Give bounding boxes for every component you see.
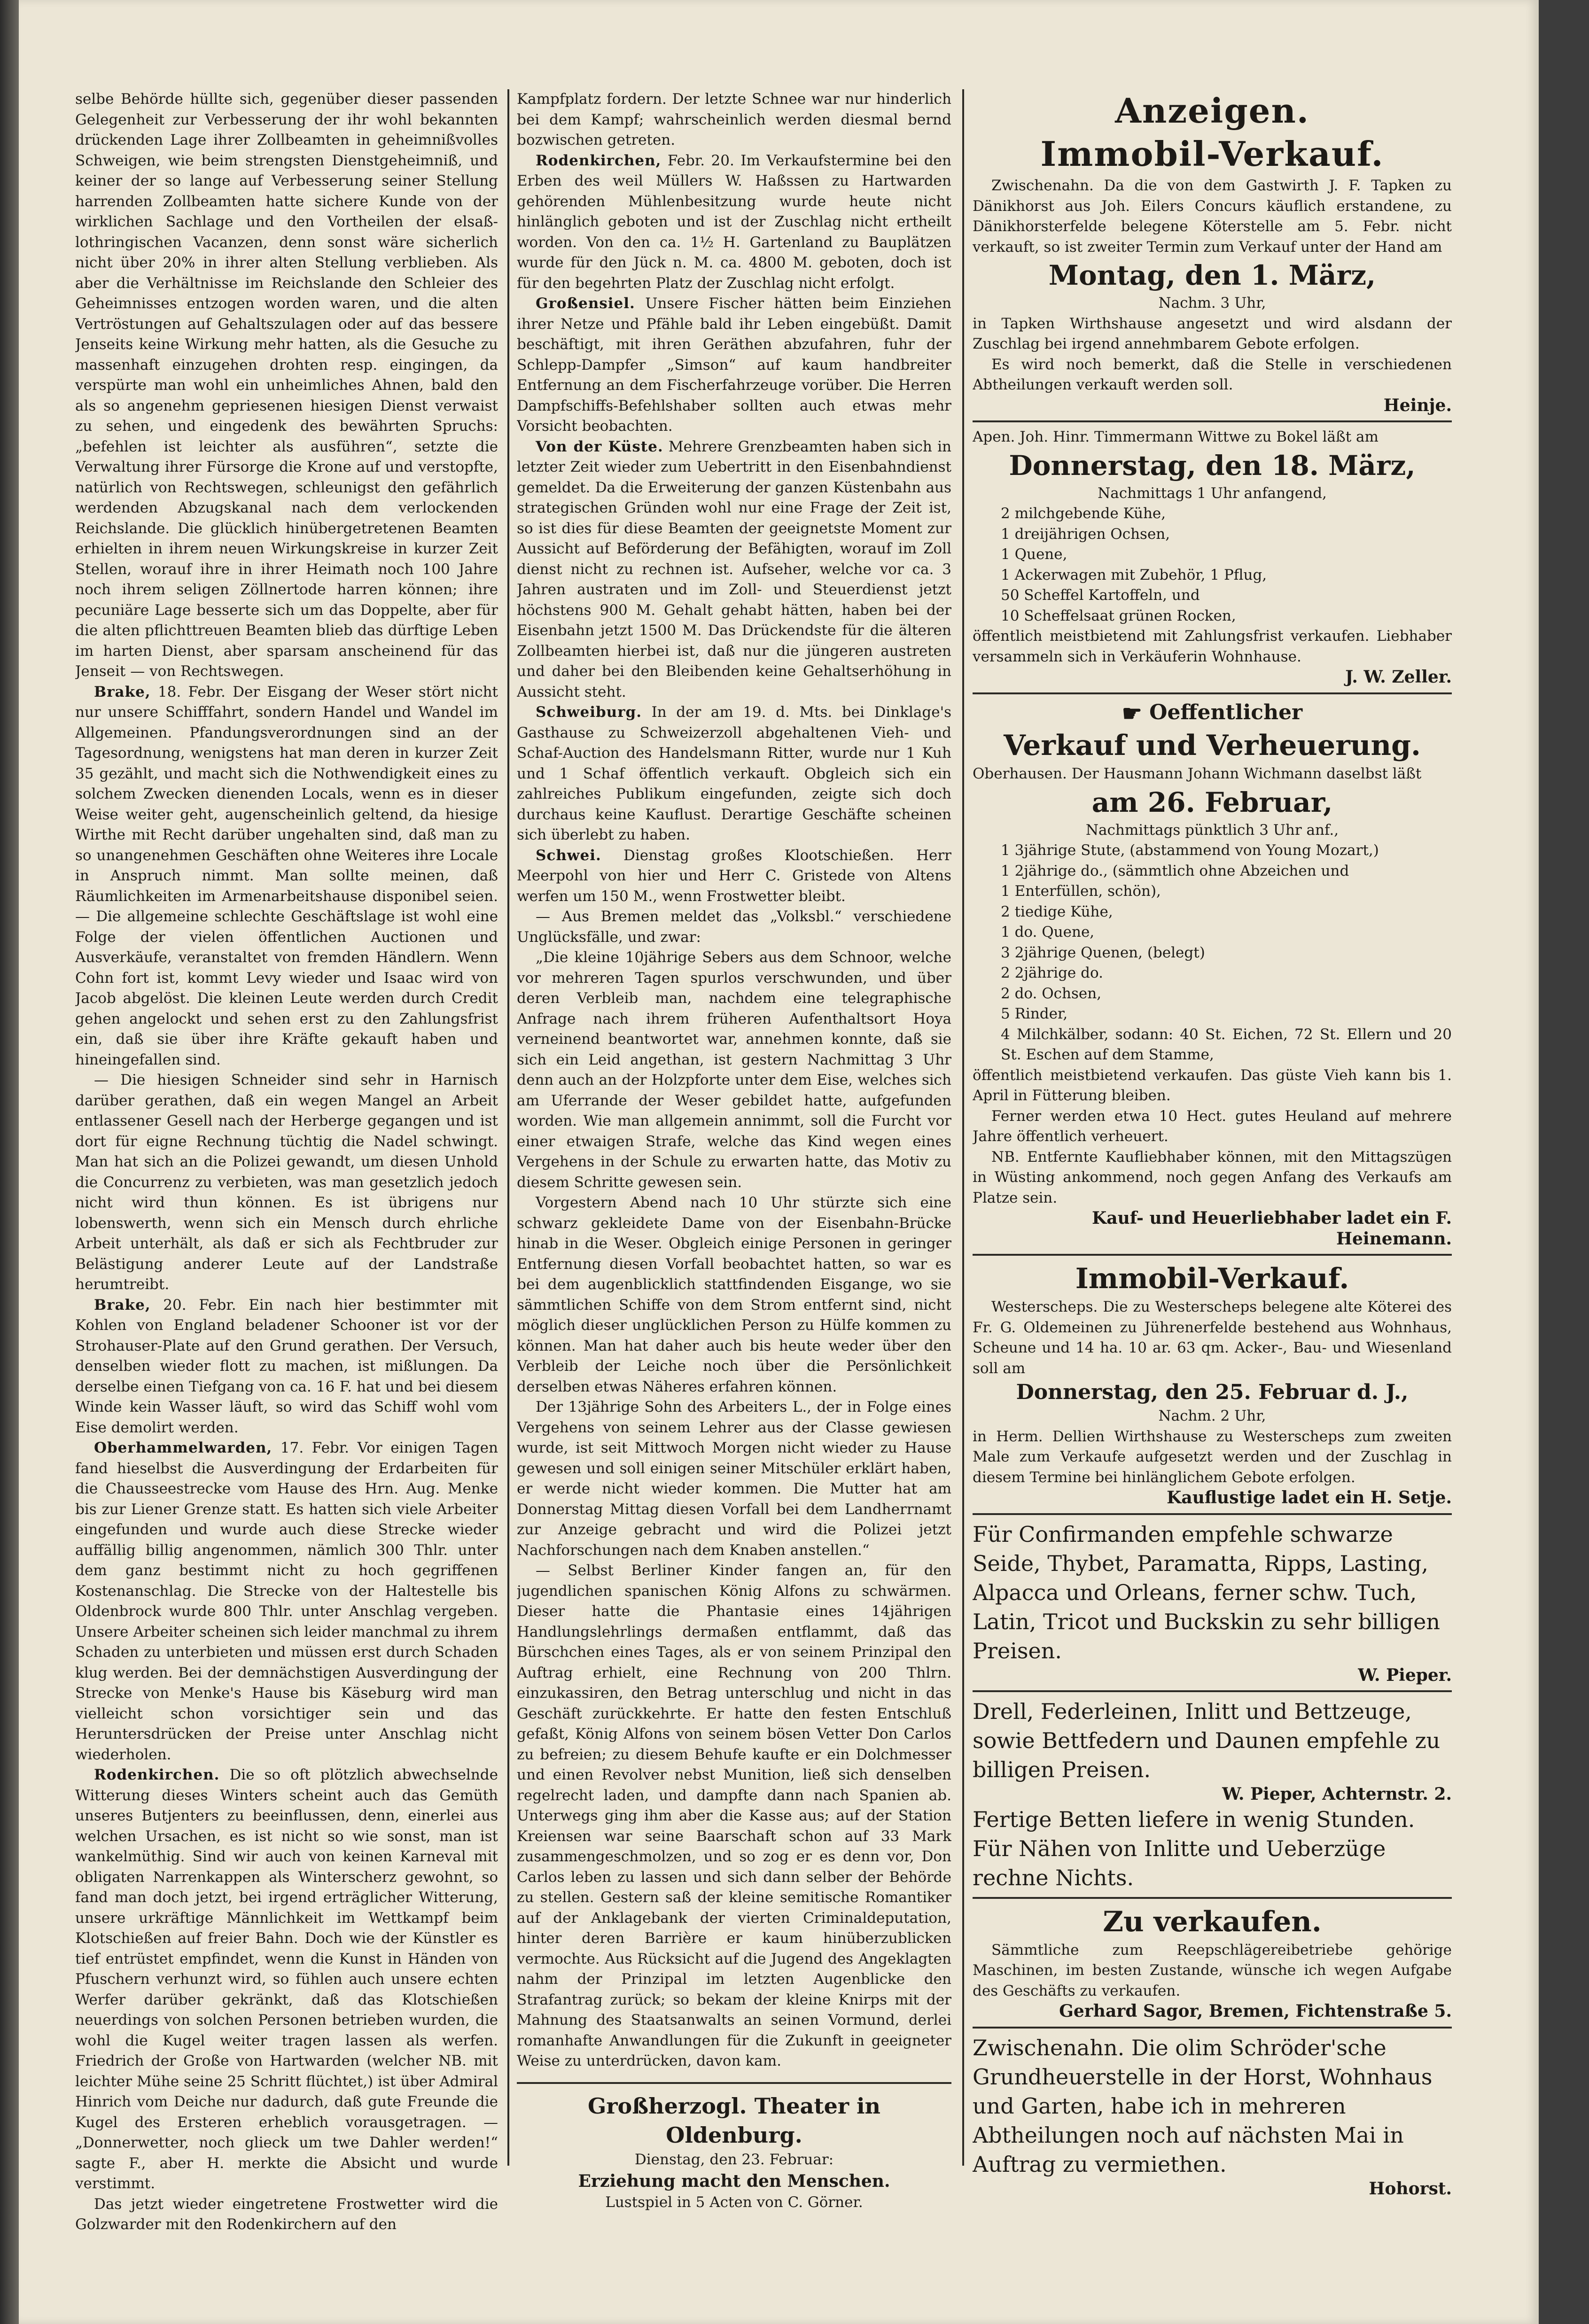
ad-zu-verkaufen xyxy=(973,1904,1452,2029)
theatre-subtitle: Lustspiel in 5 Acten von C. Görner. xyxy=(605,2194,863,2211)
ad-signature: Gerhard Sagor, Bremen, Fichtenstraße 5. xyxy=(1059,2001,1452,2021)
ad-date: Donnerstag, den 18. März, xyxy=(1009,449,1416,482)
theatre-title: Großherzogl. Theater in Oldenburg. xyxy=(588,2093,880,2148)
article-paragraph: — Aus Bremen meldet das „Volksbl.“ verschiedene Unglücksfälle, und zwar: xyxy=(517,908,951,946)
ad-bettzeuge xyxy=(973,1697,1452,1899)
article-dateline: Schwei. xyxy=(536,847,601,864)
ad-signature: W. Pieper. xyxy=(1358,1665,1452,1685)
article-dateline: Oberhammelwarden, xyxy=(94,1439,273,1456)
ad-pretitle xyxy=(973,699,1452,728)
article-schwei xyxy=(517,846,951,907)
ad-pretitle-text: Oeffentlicher xyxy=(1149,700,1303,724)
list-item: 1 dreijährigen Ochsen, xyxy=(1001,525,1170,543)
ad-text: öffentlich meistbietend verkaufen. Das güste Vieh kann bis 1. April in Fütterung bleiben. xyxy=(973,1066,1452,1104)
column-rule xyxy=(507,89,509,2166)
article-dateline: Rodenkirchen. xyxy=(94,1766,220,1783)
ad-signature: J. W. Zeller. xyxy=(1345,667,1452,687)
newspaper-page xyxy=(19,0,1539,2324)
article-dateline: Brake, xyxy=(94,683,151,700)
ad-text: Westerscheps. Die zu Westerscheps belegene alte Köterei des Fr. G. Oldemeinen zu Jührenerfelde bestehend aus Wohnhaus, Scheune und 14 ha. 10 ar. 63 qm. Acker-, Bau- und Wiesenland soll am xyxy=(973,1298,1452,1377)
ad-immobil-verkauf-westerscheps xyxy=(973,1260,1452,1515)
ad-title: Verkauf und Verheuerung. xyxy=(1004,729,1421,762)
list-item: 5 Rinder, xyxy=(1001,1005,1068,1022)
article-brake-2 xyxy=(75,1295,498,1438)
ad-auction-apen xyxy=(973,427,1452,694)
article-text: Mehrere Grenzbeamten haben sich in letzter Zeit wieder zum Uebertritt in den Eisenbahndienst gemeldet. Da die Erweiterung der ganzen Küstenbahn aus strategischen Gründen wohl nur eine Frage der Zeit ist, so ist dies für diese Beamten der geeignetste Moment zur Aussicht auf Beförderung der Befähigten, worauf im Zoll dienst nicht zu rechnen ist. Aufseher, welche vor ca. 3 Jahren austraten und im Zoll- und Steuerdienst jetzt höchstens 900 M. Gehalt gehabt hätten, haben bei der Eisenbahn jetzt 1500 M. Das Drückendste für die älteren Zollbeamten hierbei ist, daß nur die jüngeren austreten und daher bei den Bleibenden keine Gehaltserhöhung in Aussicht steht. xyxy=(517,438,951,700)
ad-text: in Herm. Dellien Wirthshause zu Westerscheps zum zweiten Male zum Verkaufe aufgesetzt werden und der Zuschlag in diesem Termine bei hinlänglichem Gebote erfolgen. xyxy=(973,1428,1452,1486)
article-paragraph: — Die hiesigen Schneider sind sehr in Harnisch darüber gerathen, daß ein wegen Mangel an Arbeit entlassener Gesell nach der Herberge gegangen und ist dort für eigne Rechnung tüchtig die Nadel schwingt. Man hat sich an die Polizei gewandt, um diesen Unhold die Concurrenz zu verbieten, was man gesetzlich jedoch nicht wird thun können. Es ist übrigens nur lobenswerth, wenn sich ein Mensch durch ehrliche Arbeit unterhält, als daß er sich als Fechtbruder zur Belästigung anderer Leute auf der Landstraße herumtreibt. xyxy=(75,1072,498,1293)
list-item: 2 2jährige do. xyxy=(1001,964,1103,981)
article-paragraph: selbe Behörde hüllte sich, gegenüber dieser passenden Gelegenheit zur Verbesserung der ihr wohl bekannten drückenden Lage ihrer Zollbeamten in geheimnißvolles Schweigen, wie beim strengsten Dienstgeheimniß, und keiner der so lange auf Verbesserung seiner Stellung harrenden Zollbeamten hatte sichere Kunde von der wirklichen Sachlage und den Vortheilen der elsaß-lothringischen Vacanzen, denn sonst wäre sicherlich nicht über 20% in ihrer alten Stellung verblieben. Als aber die Verhältnisse im Reichslande den Schleier des Geheimnisses entzogen worden waren, und die alten Vertröstungen auf Gehaltszulagen oder auf das bessere Jenseits keine Wirkung mehr hatten, als die Gesuche zu massenhaft einzugehen drohten resp. eingingen, da verspürte man wohl ein unheimliches Ahnen, bald den als so angenehm gepriesenen hiesigen Dienst verwaist zu sehen, und eingedenk des bewährten Spruchs: „befehlen ist leichter als ausführen“, setzte die Verwaltung ihrer Fürsorge die Krone auf und verstopfte, natürlich von Rechtswegen, schleunigst den gefährlich werdenden Abzugskanal nach dem verlockenden Reichslande. Die glücklich hinübergetretenen Beamten erhielten in ihrem neuen Wirkungskreise in kurzer Zeit Stellen, worauf ihre in ihrer Heimath noch 100 Jahre noch ihrem seligen Zöllnertode harren können; ihre pecuniäre Lage besserte sich um das Doppelte, aber für die alten pflichttreuen Beamten blieb das dürftige Leben im harten Dienst, aber sparsam anscheinend für das Jenseit — von Rechtswegen. xyxy=(75,91,498,680)
ad-text: öffentlich meistbietend mit Zahlungsfrist verkaufen. Liebhaber versammeln sich in Verkäuferin Wohnhause. xyxy=(973,628,1452,665)
ad-signature: Kauf- und Heuerliebhaber ladet ein F. Heinemann. xyxy=(1092,1208,1452,1249)
article-paragraph: — Selbst Berliner Kinder fangen an, für den jugendlichen spanischen König Alfons zu schwärmen. Dieser hatte die Phantasie eines 14jährigen Handlungslehrlings dermaßen entflammt, daß das Bürschchen eines Tages, als er von seinem Prinzipal den Auftrag erhielt, eine Rechnung von 200 Thlrn. einzukassiren, den Betrag unterschlug und nicht in das Geschäft zurückkehrte. Er hatte den festen Entschluß gefaßt, König Alfons von seinem bösen Vetter Don Carlos zu befreien; zu diesem Behufe kaufte er ein Dolchmesser und einen Revolver nebst Munition, ließ sich denselben regelrecht laden, und dampfte dann nach Spanien ab. Unterwegs ging ihm aber die Kasse aus; auf der Station Kreiensen war seine Baarschaft schon auf 33 Mark zusammengeschmolzen, und so zog er es denn vor, Don Carlos leben zu lassen und sich dann selber der Behörde zu stellen. Gestern saß der kleine semitische Romantiker auf der Anklagebank der vierten Criminaldeputation, hinter deren Barrière er kaum hinüberzublicken vermochte. Aus Rücksicht auf die Jugend des Angeklagten nahm der Prinzipal im letzten Augenblicke den Strafantrag zurück; so bekam der kleine Knirps mit der Mahnung des Staatsanwalts an seinen Vormund, derlei romanhafte Anwandlungen für die Zukunft in geeigneter Weise zu unterdrücken, davon kam. xyxy=(517,1562,951,2069)
list-item: 2 milchgebende Kühe, xyxy=(1001,505,1166,522)
article-dateline: Schweiburg. xyxy=(536,704,642,721)
article-text: 18. Febr. Der Eisgang der Weser stört nicht nur unsere Schifffahrt, sondern Handel und Wandel im Allgemeinen. Pfandungsverordnungen sind an der Tagesordnung, wenigstens hat man deren in kurzer Zeit 35 gezählt, und macht sich die Nothwendigkeit eines zu solchem Zwecken dienenden Locals, wenn es in dieser Weise weiter geht, augenscheinlich geltend, da hiesige Wirthe mit Recht darüber ungehalten sind, daß man zu so unangenehmen Geschäften ohne Weiteres ihre Locale in Anspruch nimmt. Man sollte meinen, daß Räumlichkeiten im Armenarbeitshause disponibel seien. — Die allgemeine schlechte Geschäftslage ist wohl eine Folge der vielen öffentlichen Auctionen und Ausverkäufe, veranstaltet von fremden Händlern. Wenn Cohn fort ist, kommt Levy wieder und Isaac wird von Jacob abgelöst. Die kleinen Leute werden durch Credit gehen angelockt und sehen erst zu den Zahlungsfrist ein, daß sie über ihre Kräfte gekauft haben und hineingefallen sind. xyxy=(75,683,498,1068)
article-rodenkirchen-2 xyxy=(517,151,951,294)
ad-date: Montag, den 1. März, xyxy=(1048,259,1376,291)
ad-text: Es wird noch bemerkt, daß die Stelle in verschiedenen Abtheilungen verkauft werden soll. xyxy=(973,356,1452,393)
article-dateline: Von der Küste. xyxy=(536,438,663,455)
column-rule xyxy=(962,89,964,2166)
article-dateline: Brake, xyxy=(94,1296,151,1314)
ad-date: Donnerstag, den 25. Februar d. J., xyxy=(1016,1380,1409,1404)
list-item: 1 do. Quene, xyxy=(1001,924,1095,940)
advertisements-heading: Anzeigen. xyxy=(1115,91,1309,131)
article-text: 20. Febr. Ein nach hier bestimmter mit Kohlen von England beladener Schooner ist vor der Strohauser-Plate auf den Grund gerathen. Der Versuch, denselben wieder flott zu machen, ist mißlungen. Da derselbe einen Tiefgang von ca. 16 F. hat und bei diesem Winde kein Wasser läuft, so wird das Schiff wohl vom Eise demolirt werden. xyxy=(75,1296,498,1436)
ad-grundheuerstelle xyxy=(973,2033,1452,2200)
article-paragraph: Vorgestern Abend nach 10 Uhr stürzte sich eine schwarz gekleidete Dame von der Eisenbahn-Brücke hinab in die Weser. Obgleich einige Personen in geringer Entfernung diesen Vorfall beobachtet hatten, so war es bei dem augenblicklich stattfindenden Eisgange, wo sie sämmtlichen Schiffe von dem Strom entfernt sind, nicht möglich dieser unglücklichen Person zu Hülfe kommen zu können. Man hat daher auch bis heute weder über den Verbleib der Leiche noch über die Persönlichkeit derselben etwas Näheres erfahren können. xyxy=(517,1194,951,1395)
ad-items xyxy=(973,504,1452,626)
ad-title: Zu verkaufen. xyxy=(1103,1905,1322,1938)
ad-text: Zwischenahn. Die olim Schröder'sche Grundheuerstelle in der Horst, Wohnhaus und Garten, habe ich in mehreren Abtheilungen noch auf nächsten Mai in Auftrag zu vermiethen. xyxy=(973,2035,1433,2177)
ad-text: Apen. Joh. Hinr. Timmermann Wittwe zu Bokel läßt am xyxy=(973,428,1379,445)
ad-signature: W. Pieper, Achternstr. 2. xyxy=(1222,1784,1452,1804)
article-grossensiel xyxy=(517,294,951,437)
ad-time: Nachmittags pünktlich 3 Uhr anf., xyxy=(1085,821,1339,839)
ad-signature: Hohorst. xyxy=(1369,2178,1452,2199)
list-item: 2 tiedige Kühe, xyxy=(1001,903,1113,920)
article-rodenkirchen xyxy=(75,1765,498,2194)
list-item: 1 Enterfüllen, schön), xyxy=(1001,883,1161,900)
ad-signature: Heinje. xyxy=(1383,395,1452,415)
ad-text: Oberhausen. Der Hausmann Johann Wichmann daselbst läßt xyxy=(973,765,1422,782)
ad-items xyxy=(973,840,1452,1065)
ad-text: Drell, Federleinen, Inlitt und Bettzeuge, sowie Bettfedern und Daunen empfehle zu billigen Preisen. xyxy=(973,1699,1441,1782)
article-paragraph: Das jetzt wieder eingetretene Frostwetter wird die Golzwarder mit den Rodenkirchern auf den xyxy=(75,2195,498,2233)
column-2 xyxy=(517,89,951,2286)
pointing-hand-icon: ☛ xyxy=(1122,700,1142,727)
article-schweiburg xyxy=(517,702,951,846)
article-text: Die so oft plötzlich abwechselnde Witterung dieses Winters scheint auch das Gemüth unseres Butjenters zu beeinflussen, denn, einerlei aus welchen Ursachen, es ist nicht so wie sonst, man ist wankelmüthig. Sind wir auch von keinen Karneval mit obligaten Narrenkappen als Winterscherz gewohnt, so fand man doch jetzt, bei irgend erträglicher Witterung, unsere urkräftige Männlichkeit im Wettkampf beim Klotschießen auf freier Bahn. Doch wie der Künstler es tief entrüstet empfindet, wenn die Kunst in Händen von Pfuschern verhunzt wird, so fühlen auch unsere echten Werfer darüber gekränkt, daß das Klotschießen neuerdings von solchen Personen betrieben wurden, die wohl die Kugel weiter tragen lassen als werfen. Friedrich der Große von Hartwarden (welcher NB. mit leichter Mühe seine 25 Schritt flüchtet,) ist über Admiral Hinrich vom Deiche nur dadurch, daß gute Freunde die Kugel des Ersteren erheblich vorausgetragen. — „Donnerwetter, noch glieck um twe Dahler werden!“ sagte F., aber H. merkte die Absicht und wurde verstimmt. xyxy=(75,1766,498,2192)
list-item: 1 Ackerwagen mit Zubehör, 1 Pflug, xyxy=(1001,566,1267,583)
article-kueste xyxy=(517,437,951,703)
ad-confirmanden xyxy=(973,1520,1452,1693)
ad-text: Sämmtliche zum Reepschlägereibetriebe gehörige Maschinen, im besten Zustande, wünsche ich wegen Aufgabe des Geschäfts zu verkaufen. xyxy=(973,1941,1452,1999)
ad-verkauf-verheuerung xyxy=(973,699,1452,1256)
theatre-date: Dienstag, den 23. Februar: xyxy=(634,2151,834,2168)
theatre-notice xyxy=(517,2082,951,2213)
ad-text: Fertige Betten liefere in wenig Stunden. Für Nähen von Inlitte und Ueberzüge rechne Nichts. xyxy=(973,1806,1415,1890)
theatre-play: Erziehung macht den Menschen. xyxy=(578,2171,890,2191)
ad-signature: Kauflustige ladet ein H. Setje. xyxy=(1167,1488,1452,1508)
article-paragraph: „Die kleine 10jährige Sebers aus dem Schnoor, welche vor mehreren Tagen spurlos verschwunden, und über deren Verbleib man, nachdem eine telegraphische Anfrage nach ihrem früheren Aufenthaltsort Hoya verneinend beantwortet war, annehmen konnte, daß sie sich ein Leid angethan, ist gestern Nachmittag 3 Uhr denn auch an der Holzpforte unter dem Eise, welches sich am Uferrande der Weser gebildet hatte, aufgefunden worden. Wie man allgemein annimmt, soll die Furcht vor einer etwaigen Strafe, welche das Kind wegen eines Vergehens in der Schule zu erwarten hatte, das Motiv zu diesem Schritte gewesen sein. xyxy=(517,949,951,1191)
list-item: 4 Milchkälber, sodann: 40 St. Eichen, 72 St. Ellern und 20 St. Eschen auf dem Stamme, xyxy=(1001,1026,1452,1063)
article-text: Febr. 20. Im Verkaufstermine bei den Erben des weil Müllers W. Haßssen zu Hartwarden gehörenden Mühlenbesitzung wurde heute nicht hinlänglich geboten und ist der Zuschlag nicht ertheilt worden. Von den ca. 1½ H. Gartenland zu Bauplätzen wurde für den Jück n. M. ca. 4800 M. geboten, doch ist für den begehrten Platz der Zuschlag nicht erfolgt. xyxy=(517,152,951,292)
article-text: In der am 19. d. Mts. bei Dinklage's Gasthause zu Schweizerzoll abgehaltenen Vieh- und Schaf-Auction des Handelsmann Ritter, wurde nur 1 Kuh und 1 Schaf öffentlich verkauft. Obgleich sich ein zahlreiches Publikum eingefunden, zeigte sich doch durchaus keine Kauflust. Derartige Geschäfte scheinen sich überlebt zu haben. xyxy=(517,704,951,843)
article-text: Dienstag großes Klootschießen. Herr Meerpohl von hier und Herr C. Gristede von Altens werfen um 150 M., wenn Frostwetter bleibt. xyxy=(517,847,951,905)
list-item: 1 2jährige do., (sämmtlich ohne Abzeichen und xyxy=(1001,862,1349,879)
ad-time: Nachm. 2 Uhr, xyxy=(1158,1407,1266,1424)
list-item: 1 Quene, xyxy=(1001,546,1067,563)
list-item: 3 2jährige Quenen, (belegt) xyxy=(1001,944,1205,961)
list-item: 1 3jährige Stute, (abstammend von Young Mozart,) xyxy=(1001,842,1379,859)
article-paragraph: Der 13jährige Sohn des Arbeiters L., der in Folge eines Vergehens von seinem Lehrer aus der Classe gewiesen wurde, ist seit Mittwoch Morgen nicht wieder zu Hause gewesen und soll einigen seiner Mitschüler erklärt haben, er werde nicht wieder kommen. Die Mutter hat am Donnerstag Mittag diesen Vorfall bei dem Landherrnamt zur Anzeige gebracht und wird die Polizei jetzt Nachforschungen nach dem Knaben anstellen.“ xyxy=(517,1399,951,1559)
ad-text: Ferner werden etwa 10 Hect. gutes Heuland auf mehrere Jahre öffentlich verheuert. xyxy=(973,1107,1452,1145)
article-paragraph: Kampfplatz fordern. Der letzte Schnee war nur hinderlich bei dem Kampf; wahrscheinlich werden diesmal bernd bozwischen getreten. xyxy=(517,91,951,148)
list-item: 50 Scheffel Kartoffeln, und xyxy=(1001,587,1200,604)
ad-text: Zwischenahn. Da die von dem Gastwirth J. F. Tapken zu Dänikhorst aus Joh. Eilers Concurs käuflich erstandene, zu Dänikhorsterfelde belegene Köterstelle am 5. Febr. nicht verkauft, so ist zweiter Termin zum Verkauf unter der Hand am xyxy=(973,177,1452,256)
list-item: 2 do. Ochsen, xyxy=(1001,985,1102,1002)
column-3-advertisements xyxy=(973,89,1452,2286)
article-oberhammelwarden xyxy=(75,1438,498,1765)
ad-time: Nachmittags 1 Uhr anfangend, xyxy=(1098,484,1327,502)
article-brake-1 xyxy=(75,682,498,1071)
ad-text: Für Confirmanden empfehle schwarze Seide, Thybet, Paramatta, Ripps, Lasting, Alpacca und Orleans, ferner schw. Tuch, Latin, Tricot und Buckskin zu sehr billigen Preisen. xyxy=(973,1521,1440,1663)
article-dateline: Rodenkirchen, xyxy=(536,152,662,169)
ad-title: Immobil-Verkauf. xyxy=(1040,134,1384,174)
ad-text: in Tapken Wirthshause angesetzt und wird alsdann der Zuschlag bei irgend annehmbarem Gebote erfolgen. xyxy=(973,315,1452,352)
article-text: Unsere Fischer hätten beim Einziehen ihrer Netze und Pfähle bald ihr Leben eingebüßt. Damit beschäftigt, mit ihren Geräthen abzufahren, fuhr der Schlepp-Dampfer „Simson“ auf kaum handbreiter Entfernung an dem Fischerfahrzeuge vorüber. Die Herren Dampfschiffs-Befehlshaber sollten auch etwas mehr Vorsicht beobachten. xyxy=(517,295,951,435)
article-dateline: Großensiel. xyxy=(536,295,635,312)
page-left-edge xyxy=(0,0,19,2324)
ad-title: Immobil-Verkauf. xyxy=(1075,1262,1349,1295)
ad-text: NB. Entfernte Kaufliebhaber können, mit den Mittagszügen in Wüsting ankommend, noch gegen Anfang des Verkaufs am Platze sein. xyxy=(973,1148,1452,1206)
ad-date: am 26. Februar, xyxy=(1091,786,1333,818)
column-1 xyxy=(75,89,498,2286)
ad-immobil-verkauf-zwischenahn xyxy=(973,132,1452,422)
list-item: 10 Scheffelsaat grünen Rocken, xyxy=(1001,607,1236,624)
article-text: 17. Febr. Vor einigen Tagen fand hieselbst die Ausverdingung der Erdarbeiten für die Chausseestrecke vom Hause des Hrn. Aug. Menke bis zur Liener Grenze statt. Es hatten sich viele Arbeiter eingefunden und wurde auch diese Strecke wieder auffällig billig angenommen, nämlich 300 Thlr. unter dem ganz bestimmt nicht zu hoch gegriffenen Kostenanschlag. Die Strecke von der Haltestelle bis Oldenbrock wurde 800 Thlr. unter Anschlag vergeben. Unsere Arbeiter scheinen sich leider manchmal zu ihrem Schaden zu unterbieten und müssen erst durch Schaden klug werden. Bei der demnächstigen Ausverdingung der Strecke von Menke's Hause bis Käseburg wird man vielleicht schon vorsichtiger sein und das Heruntersdrücken der Preise unter Anschlag nicht wiederholen. xyxy=(75,1439,498,1763)
ad-time: Nachm. 3 Uhr, xyxy=(1158,295,1266,311)
